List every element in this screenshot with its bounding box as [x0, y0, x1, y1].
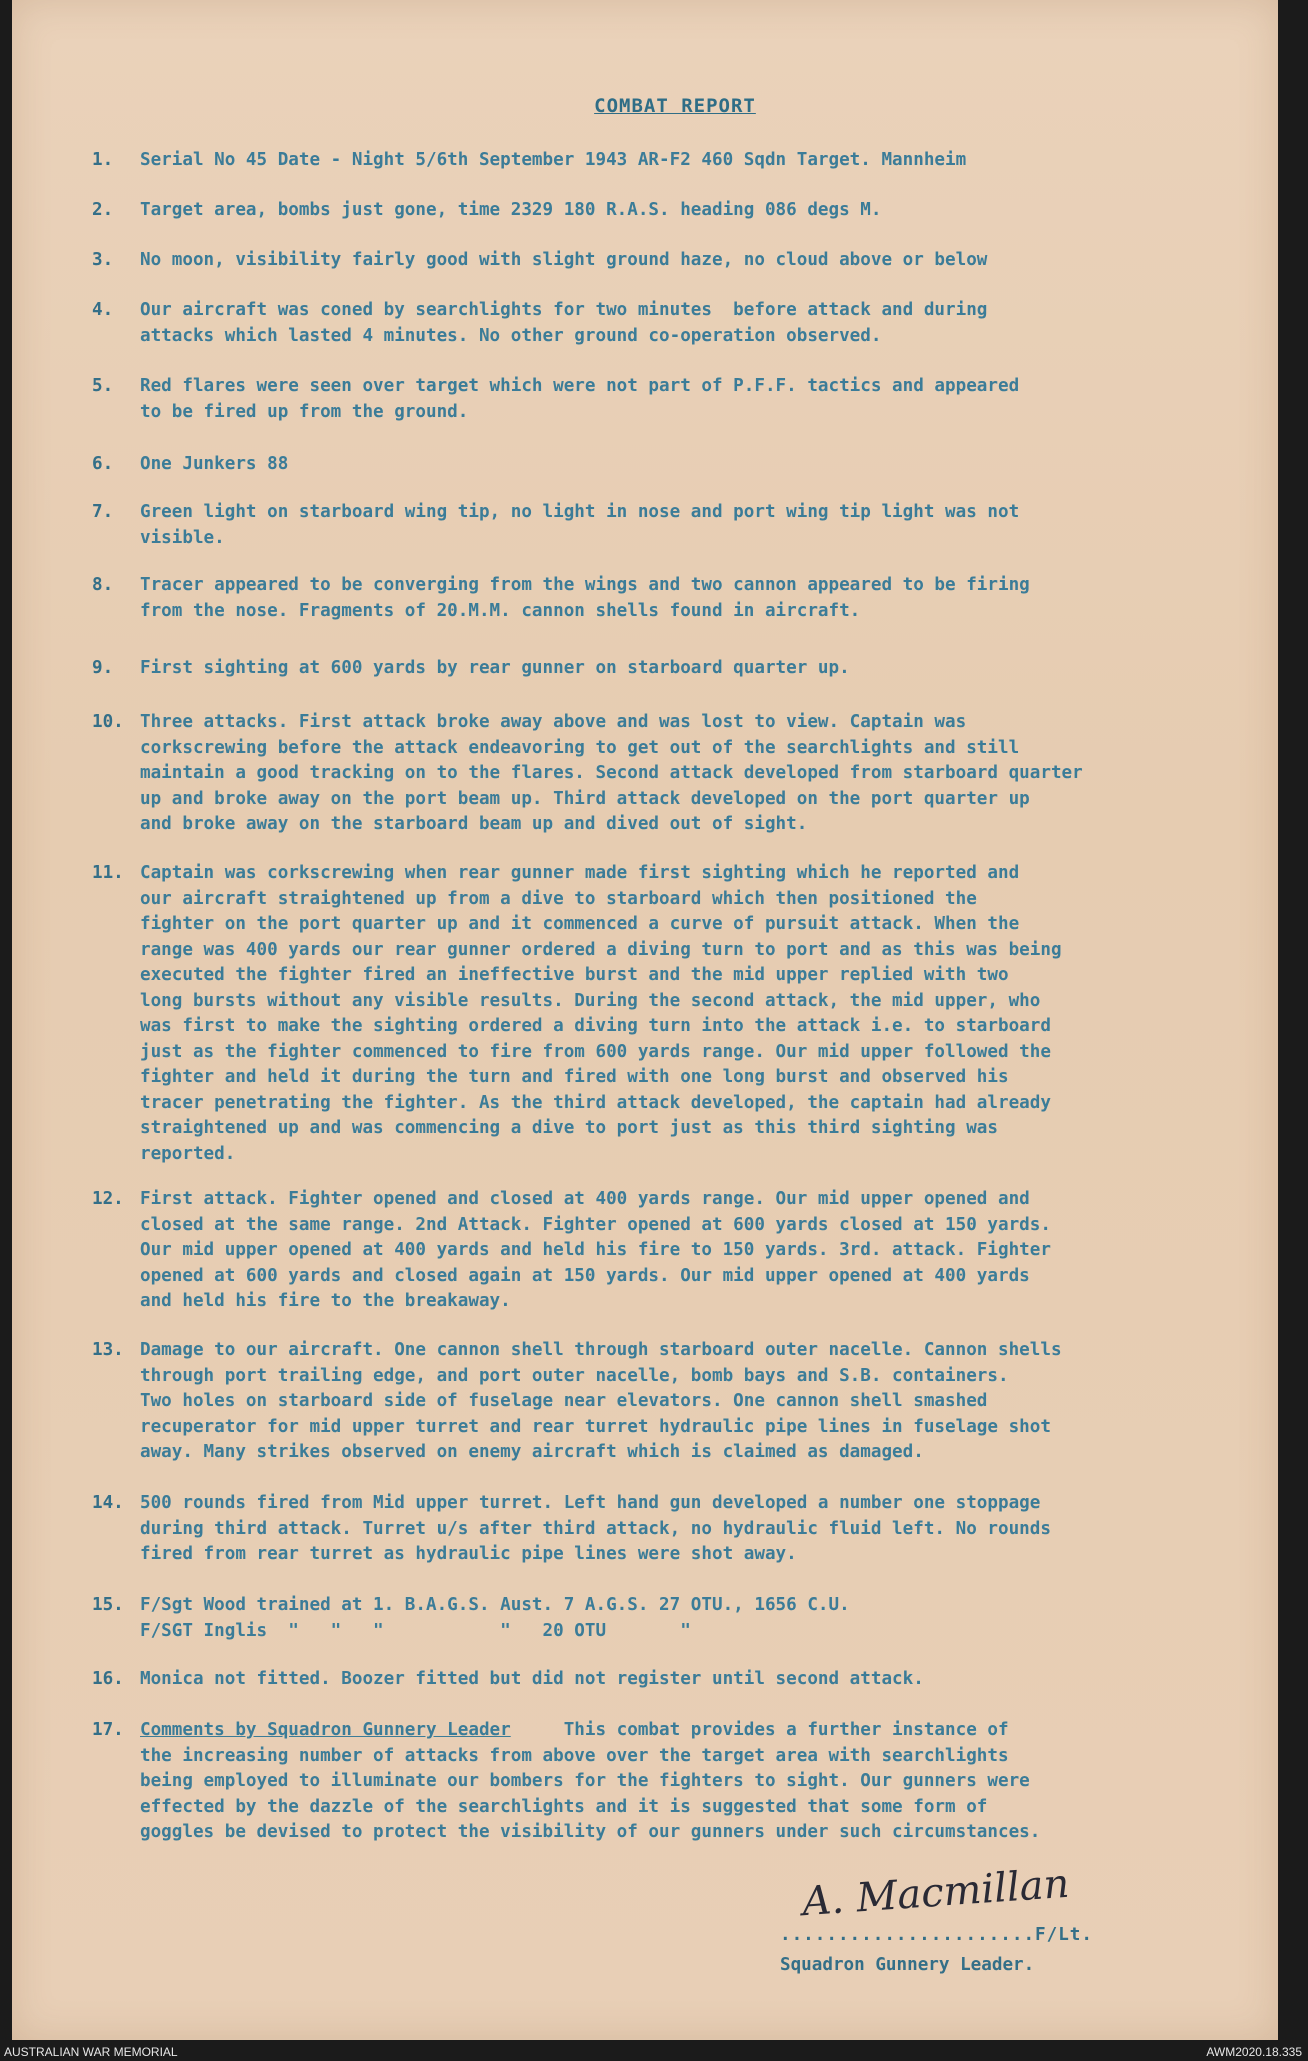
item-number: 11.: [92, 863, 124, 883]
list-item: [92, 298, 1222, 349]
list-item: [92, 198, 1222, 224]
footer-institution: AUSTRALIAN WAR MEMORIAL: [4, 2045, 178, 2059]
list-item: [92, 1338, 1222, 1466]
item-text: 500 rounds fired from Mid upper turret. Left hand gun developed a number one stoppage during third attack. Turret u/s after third attack, no hydraulic fluid left. No rounds fired from rear turret as hydraulic pipe lines were shot away.: [140, 1493, 1051, 1564]
list-item: [92, 1491, 1222, 1568]
item-number: 17.: [92, 1720, 124, 1740]
list-item: [92, 1187, 1222, 1315]
item-text: Green light on starboard wing tip, no light in nose and port wing tip light was not visible.: [140, 502, 1020, 548]
item-number: 3.: [92, 250, 114, 270]
title-text: COMBAT REPORT: [594, 95, 756, 117]
page-title: [12, 95, 1278, 117]
list-item: [92, 1593, 1222, 1644]
list-item: [92, 710, 1222, 838]
item-number: 5.: [92, 376, 114, 396]
list-item: [92, 861, 1222, 1167]
item-text: First sighting at 600 yards by rear gunner on starboard quarter up.: [140, 658, 850, 678]
item-number: 7.: [92, 502, 114, 522]
item-number: 16.: [92, 1669, 124, 1689]
item-number: 12.: [92, 1189, 124, 1209]
item-text: One Junkers 88: [140, 454, 289, 474]
list-item: [92, 148, 1222, 174]
item-number: 9.: [92, 658, 114, 678]
signature-line: ......................F/Lt.: [780, 1925, 1093, 1945]
list-item: [92, 573, 1222, 624]
item-number: 10.: [92, 712, 124, 732]
item-number: 4.: [92, 300, 114, 320]
item-text: First attack. Fighter opened and closed at 400 yards range. Our mid upper opened and closed at the same range. 2nd Attack. Fighter opened at 600 yards closed at 150 yards. Our mid upper opened at 400 yards and held his fire to 150 yards. 3rd. attack. Fighter opened at 600 yards and closed again at 150 yards. Our mid upper opened at 400 yards and held his fire to the breakaway.: [140, 1189, 1051, 1311]
item-text: Three attacks. First attack broke away above and was lost to view. Captain was corkscrewing before the attack endeavoring to get out of the searchlights and still maintain a good tracking on to the flares. Second attack developed from starboard quarter up and broke away on the port beam up. Third attack developed on the port quarter up and broke away on the starboard beam up and dived out of sight.: [140, 712, 1083, 834]
item-text: Our aircraft was coned by searchlights for two minutes before attack and during attacks which lasted 4 minutes. No other ground co-operation observed.: [140, 300, 988, 346]
item-number: 6.: [92, 454, 114, 474]
list-item: [92, 1718, 1222, 1846]
footer-reference: AWM2020.18.335: [1206, 2045, 1302, 2059]
comments-heading: Comments by Squadron Gunnery Leader: [140, 1720, 511, 1740]
list-item: [92, 374, 1222, 425]
item-number: 2.: [92, 200, 114, 220]
list-item: [92, 656, 1222, 682]
item-text: Captain was corkscrewing when rear gunner made first sighting which he reported and our aircraft straightened up from a dive to starboard which then positioned the fighter on the port quarter up and it commenced a curve of pursuit attack. When the range was 400 yards our rear gunner ordered a diving turn to port and as this was being executed the fighter fired an ineffective burst and the mid upper replied with two long bursts without any visible results. During the second attack, the mid upper, who was first to make the sighting ordered a diving turn into the attack i.e. to starboard just as the fighter commenced to fire from 600 yards range. Our mid upper followed the fighter and held it during the turn and fired with one long burst and observed his tracer penetrating the fighter. As the third attack developed, the captain had already straightened up and was commencing a dive to port just as this third sighting was reported.: [140, 863, 1062, 1164]
document-page: [12, 0, 1278, 2040]
item-text: Damage to our aircraft. One cannon shell through starboard outer nacelle. Cannon shells through port trailing edge, and port outer nacelle, bomb bays and S.B. containers. Two holes on starboard side of fuselage near elevators. One cannon shell smashed recuperator for mid upper turret and rear turret hydraulic pipe lines in fuselage shot away. Many strikes observed on enemy aircraft which is claimed as damaged.: [140, 1340, 1062, 1462]
item-text: Serial No 45 Date - Night 5/6th September 1943 AR-F2 460 Sqdn Target. Mannheim: [140, 150, 967, 170]
list-item: [92, 248, 1222, 274]
signatory-title: Squadron Gunnery Leader.: [780, 1955, 1035, 1975]
item-number: 8.: [92, 575, 114, 595]
list-item: [92, 1667, 1222, 1693]
item-text: Tracer appeared to be converging from the wings and two cannon appeared to be firing from the nose. Fragments of 20.M.M. cannon shells found in aircraft.: [140, 575, 1030, 621]
item-text: Monica not fitted. Boozer fitted but did not register until second attack.: [140, 1669, 924, 1689]
list-item: [92, 452, 1222, 478]
signature: A. Macmillan: [800, 1860, 1071, 1926]
item-number: 13.: [92, 1340, 124, 1360]
item-text: F/Sgt Wood trained at 1. B.A.G.S. Aust. 7 A.G.S. 27 OTU., 1656 C.U. F/SGT Inglis " " " " 20 OTU ": [140, 1595, 850, 1641]
item-text: Target area, bombs just gone, time 2329 180 R.A.S. heading 086 degs M.: [140, 200, 882, 220]
item-number: 14.: [92, 1493, 124, 1513]
item-text: This combat provides a further instance of the increasing number of attacks from above over the target area with searchlights being employed to illuminate our bombers for the fighters to sight. Our gunners were effected by the dazzle of the searchlights and it is suggested that some form of goggles be devised to protect the visibility of our gunners under such circumstances.: [140, 1720, 1041, 1842]
list-item: [92, 500, 1222, 551]
item-text: Red flares were seen over target which were not part of P.F.F. tactics and appeared to be fired up from the ground.: [140, 376, 1020, 422]
item-number: 15.: [92, 1595, 124, 1615]
item-text: No moon, visibility fairly good with slight ground haze, no cloud above or below: [140, 250, 988, 270]
item-number: 1.: [92, 150, 114, 170]
